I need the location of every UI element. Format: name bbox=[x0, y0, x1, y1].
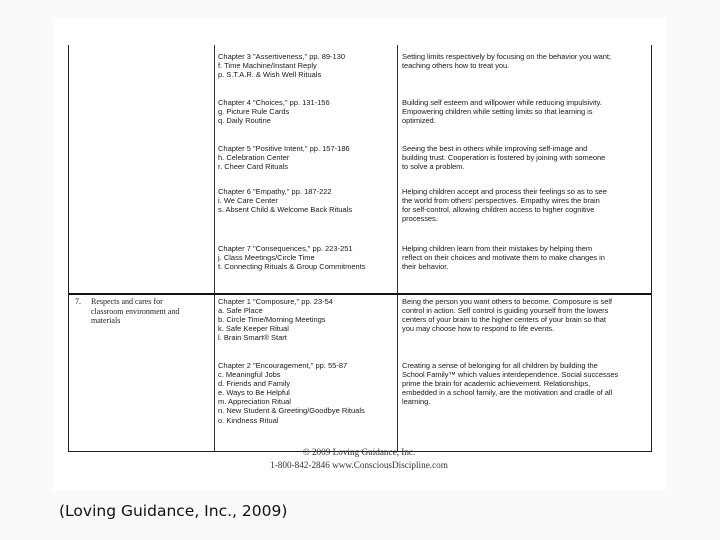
description-line: teaching others how to treat you. bbox=[402, 61, 510, 71]
description-group bbox=[402, 297, 648, 361]
description-line: Helping children learn from their mistakes by helping them bbox=[402, 244, 593, 253]
description-line: to solve a problem. bbox=[402, 162, 465, 172]
copyright-line: © 2009 Loving Guidance, Inc. bbox=[302, 447, 416, 457]
chapter-group bbox=[218, 361, 394, 425]
topic-line: classroom environment and bbox=[91, 306, 180, 316]
topic-cell bbox=[91, 297, 211, 326]
document-page bbox=[53, 17, 665, 491]
chapter-heading: Chapter 3 "Assertiveness," pp. 89-130 bbox=[218, 52, 346, 61]
chapter-group bbox=[218, 98, 394, 144]
ritual-item: j. Class Meetings/Circle Time bbox=[218, 253, 315, 263]
description-line: centers of your brain to the higher centers of your brain so that bbox=[402, 315, 606, 325]
column-divider-1 bbox=[214, 45, 215, 452]
description-line: building trust. Cooperation is fostered by joining with someone bbox=[402, 153, 606, 163]
description-group bbox=[402, 98, 648, 144]
ritual-item: g. Picture Rule Cards bbox=[218, 107, 290, 117]
description-line: Building self esteem and willpower while reducing impulsivity. bbox=[402, 98, 602, 107]
description-line: Helping children accept and process their feelings so as to see bbox=[402, 187, 607, 196]
description-group bbox=[402, 52, 648, 98]
description-group bbox=[402, 244, 648, 271]
chapter-heading: Chapter 2 "Encouragement," pp. 55-87 bbox=[218, 361, 348, 370]
description-line: processes. bbox=[402, 214, 438, 224]
description-line: control in action. Self control is guiding yourself from the lowers bbox=[402, 306, 609, 316]
description-group bbox=[402, 187, 648, 244]
description-line: School Family™ which values interdependence. Social successes bbox=[402, 370, 619, 380]
column-divider-2 bbox=[397, 45, 398, 452]
chapter-group bbox=[218, 144, 394, 187]
chapter-heading: Chapter 6 "Empathy," pp. 187-222 bbox=[218, 187, 332, 196]
ritual-item: d. Friends and Family bbox=[218, 379, 291, 389]
description-line: optimized. bbox=[402, 116, 436, 126]
chapter-group bbox=[218, 187, 394, 244]
ritual-item: a. Safe Place bbox=[218, 306, 263, 316]
chapter-group bbox=[218, 244, 394, 271]
ritual-item: n. New Student & Greeting/Goodbye Rituals bbox=[218, 406, 365, 416]
ritual-item: c. Meaningful Jobs bbox=[218, 370, 281, 380]
description-line: the world from others' perspectives. Empathy wires the brain bbox=[402, 196, 600, 206]
description-line: their behavior. bbox=[402, 262, 449, 272]
description-line: Creating a sense of belonging for all children by building the bbox=[402, 361, 598, 370]
chapter-group bbox=[218, 297, 394, 361]
chapter-heading: Chapter 5 "Positive Intent," pp. 157-186 bbox=[218, 144, 350, 153]
curriculum-table bbox=[68, 45, 652, 452]
description-line: Setting limits respectively by focusing on the behavior you want; bbox=[402, 52, 611, 61]
ritual-item: p. S.T.A.R. & Wish Well Rituals bbox=[218, 70, 322, 80]
description-line: for self-control, allowing children access to higher cognitive bbox=[402, 205, 595, 215]
topic-line: Respects and cares for bbox=[91, 297, 163, 306]
ritual-item: r. Cheer Card Rituals bbox=[218, 162, 289, 172]
source-caption: (Loving Guidance, Inc., 2009) bbox=[59, 502, 288, 520]
description-line: reflect on their choices and motivate them to make changes in bbox=[402, 253, 605, 263]
contact-line: 1-800-842-2846 www.ConsciousDiscipline.com bbox=[270, 460, 448, 470]
ritual-item: q. Daily Routine bbox=[218, 116, 271, 126]
ritual-item: e. Ways to Be Helpful bbox=[218, 388, 290, 398]
ritual-item: t. Connecting Rituals & Group Commitments bbox=[218, 262, 366, 272]
description-line: learning. bbox=[402, 397, 431, 407]
ritual-item: k. Safe Keeper Ritual bbox=[218, 324, 289, 334]
ritual-item: l. Brain Smart® Start bbox=[218, 333, 287, 343]
ritual-item: h. Celebration Center bbox=[218, 153, 290, 163]
item-number: 7. bbox=[75, 297, 81, 306]
chapter-heading: Chapter 4 "Choices," pp. 131-156 bbox=[218, 98, 330, 107]
description-line: prime the brain for academic achievement. Relationships, bbox=[402, 379, 591, 389]
description-line: Being the person you want others to become. Composure is self bbox=[402, 297, 612, 306]
description-line: embedded in a school family, are the motivation and cradle of all bbox=[402, 388, 613, 398]
lower-row-descriptions-cell bbox=[402, 297, 648, 406]
ritual-item: m. Appreciation Ritual bbox=[218, 397, 291, 407]
ritual-item: o. Kindness Ritual bbox=[218, 415, 279, 425]
topic-line: materials bbox=[91, 316, 121, 325]
ritual-item: f. Time Machine/Instant Reply bbox=[218, 61, 317, 71]
description-group bbox=[402, 361, 648, 406]
description-line: you may choose how to respond to life events. bbox=[402, 324, 555, 334]
upper-row-chapters-cell bbox=[218, 52, 394, 271]
chapter-group bbox=[218, 52, 394, 98]
row-divider bbox=[69, 293, 651, 295]
description-line: Empowering children while setting limits so that learning is bbox=[402, 107, 593, 117]
upper-row-descriptions-cell bbox=[402, 52, 648, 271]
chapter-heading: Chapter 1 "Composure," pp. 23-54 bbox=[218, 297, 333, 306]
ritual-item: i. We Care Center bbox=[218, 196, 278, 206]
chapter-heading: Chapter 7 "Consequences," pp. 223-251 bbox=[218, 244, 353, 253]
lower-row-chapters-cell bbox=[218, 297, 394, 425]
ritual-item: b. Circle Time/Morning Meetings bbox=[218, 315, 326, 325]
description-group bbox=[402, 144, 648, 187]
description-line: Seeing the best in others while improving self-image and bbox=[402, 144, 588, 153]
ritual-item: s. Absent Child & Welcome Back Rituals bbox=[218, 205, 353, 215]
